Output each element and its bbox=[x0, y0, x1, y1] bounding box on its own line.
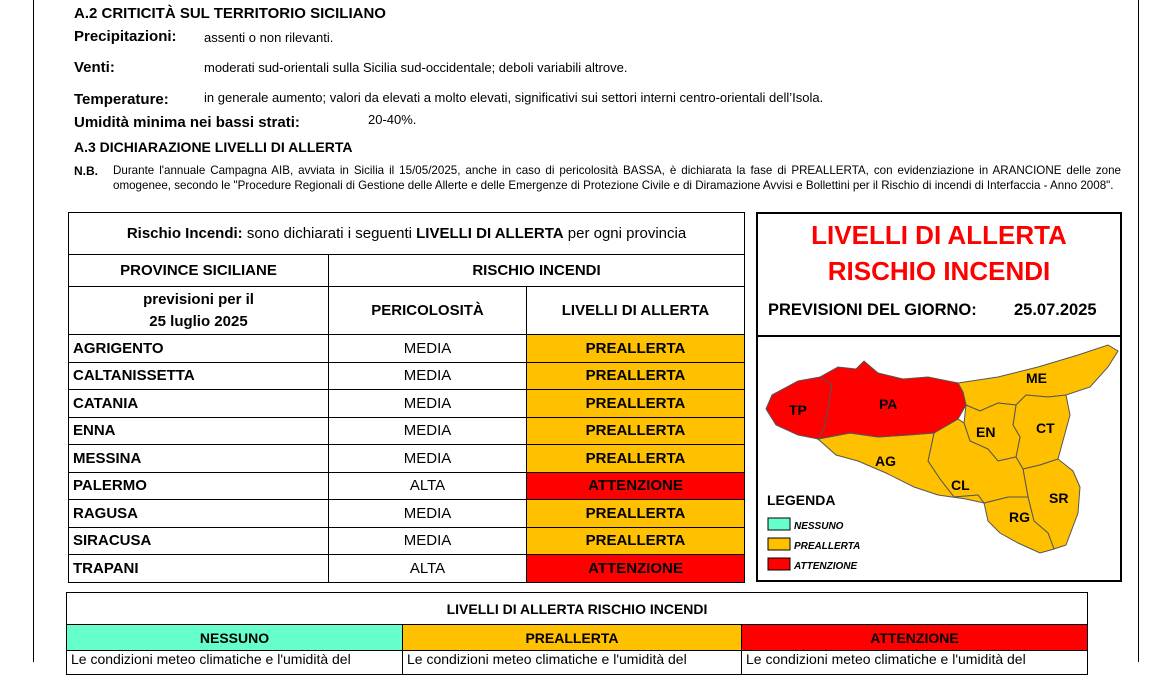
province-alert-level: ATTENZIONE bbox=[527, 472, 745, 500]
forecast-date: 25.07.2025 bbox=[1014, 301, 1097, 319]
section-a3-title: A.3 DICHIARAZIONE LIVELLI DI ALLERTA bbox=[74, 139, 353, 155]
map-label-sr: SR bbox=[1049, 490, 1069, 506]
map-label-ag: AG bbox=[875, 453, 896, 469]
province-name: RAGUSA bbox=[69, 500, 329, 528]
province-alert-level: PREALLERTA bbox=[527, 417, 745, 445]
legend-col-nessuno: NESSUNO bbox=[67, 625, 403, 651]
table-row bbox=[69, 362, 745, 390]
alert-panel-header bbox=[758, 214, 1120, 337]
province-danger: MEDIA bbox=[329, 390, 527, 418]
legend-col-attenzione: ATTENZIONE bbox=[742, 625, 1088, 651]
map-label-me: ME bbox=[1026, 370, 1047, 386]
legend-swatch-attenzione bbox=[768, 558, 790, 570]
province-danger: ALTA bbox=[329, 555, 527, 583]
legend-title: LEGENDA bbox=[767, 492, 836, 508]
venti-label: Venti: bbox=[74, 59, 115, 76]
section-a2-title: A.2 CRITICITÀ SUL TERRITORIO SICILIANO bbox=[74, 5, 386, 22]
intro-text: sono dichiarati i seguenti bbox=[242, 225, 417, 242]
legend-desc-preallerta: Le condizioni meteo climatiche e l'umidità del bbox=[403, 651, 742, 675]
legend-desc-nessuno: Le condizioni meteo climatiche e l'umidità del bbox=[67, 651, 403, 675]
forecast-line2: 25 luglio 2025 bbox=[149, 312, 248, 330]
precipitazioni-value: assenti o non rilevanti. bbox=[204, 30, 334, 45]
table-row bbox=[69, 555, 745, 583]
table-row bbox=[69, 390, 745, 418]
province-alert-table bbox=[68, 212, 745, 583]
province-danger: MEDIA bbox=[329, 417, 527, 445]
legend-label-attenzione: ATTENZIONE bbox=[794, 561, 858, 572]
forecast-cell bbox=[69, 287, 329, 335]
province-name: MESSINA bbox=[69, 445, 329, 473]
intro-bold: Rischio Incendi: bbox=[126, 225, 243, 242]
page-border-right bbox=[1138, 0, 1139, 662]
legend-label-nessuno: NESSUNO bbox=[794, 521, 844, 532]
umidita-value: 20-40%. bbox=[368, 112, 417, 127]
map-label-pa: PA bbox=[879, 396, 898, 412]
table-row bbox=[69, 417, 745, 445]
col-level-header: LIVELLI DI ALLERTA bbox=[527, 287, 745, 335]
table-row bbox=[69, 527, 745, 555]
forecast-line1: previsioni per il bbox=[143, 290, 254, 308]
table-row bbox=[69, 472, 745, 500]
province-danger: MEDIA bbox=[329, 335, 527, 363]
legend-table-title: LIVELLI DI ALLERTA RISCHIO INCENDI bbox=[67, 593, 1088, 625]
nb-text: Durante l'annuale Campagna AIB, avviata in Sicilia il 15/05/2025, anche in caso di pericolosità BASSA, è dichiarata la fase di PREALLERTA, con evidenziazione in ARANCIONE delle zone omogenee, secondo le "Procedure Regionali di Gestione delle Allerte e delle Emergenze di Protezione Civile e di Diramazione Avvisi e Bollettini per il Rischio di incendi di Interfaccia - Anno 2008". bbox=[113, 164, 1121, 192]
legend-swatch-nessuno bbox=[768, 518, 790, 530]
map-label-cl: CL bbox=[951, 477, 970, 493]
province-name: ENNA bbox=[69, 417, 329, 445]
table-row bbox=[69, 445, 745, 473]
province-danger: MEDIA bbox=[329, 362, 527, 390]
map-label-rg: RG bbox=[1009, 509, 1030, 525]
col-danger-header: PERICOLOSITÀ bbox=[329, 287, 527, 335]
legend-desc-attenzione: Le condizioni meteo climatiche e l'umidità del bbox=[742, 651, 1088, 675]
col-risk-header: RISCHIO INCENDI bbox=[329, 255, 745, 287]
map-label-ct: CT bbox=[1036, 420, 1055, 436]
province-alert-level: ATTENZIONE bbox=[527, 555, 745, 583]
province-name: CATANIA bbox=[69, 390, 329, 418]
map-label-en: EN bbox=[976, 424, 996, 440]
panel-title-line1: LIVELLI DI ALLERTA bbox=[811, 220, 1067, 250]
table-row bbox=[69, 500, 745, 528]
province-danger: ALTA bbox=[329, 472, 527, 500]
province-name: SIRACUSA bbox=[69, 527, 329, 555]
temperature-label: Temperature: bbox=[74, 91, 169, 108]
province-alert-level: PREALLERTA bbox=[527, 390, 745, 418]
panel-title-line2: RISCHIO INCENDI bbox=[827, 256, 1051, 286]
table-row bbox=[69, 335, 745, 363]
province-name: TRAPANI bbox=[69, 555, 329, 583]
table-intro bbox=[69, 213, 745, 255]
province-alert-level: PREALLERTA bbox=[527, 362, 745, 390]
alert-map-panel bbox=[756, 212, 1122, 582]
province-alert-level: PREALLERTA bbox=[527, 445, 745, 473]
province-danger: MEDIA bbox=[329, 445, 527, 473]
province-alert-level: PREALLERTA bbox=[527, 500, 745, 528]
map-label-tp: TP bbox=[789, 402, 807, 418]
umidita-label: Umidità minima nei bassi strati: bbox=[74, 114, 300, 131]
temperature-value: in generale aumento; valori da elevati a molto elevati, significativi sui settori interni centro-orientali dell’Isola. bbox=[204, 90, 824, 105]
intro-bold2: LIVELLI DI ALLERTA bbox=[416, 225, 564, 242]
legend-col-preallerta: PREALLERTA bbox=[403, 625, 742, 651]
intro-text2: per ogni provincia bbox=[563, 225, 687, 242]
alert-levels-legend-table bbox=[66, 592, 1088, 675]
venti-value: moderati sud-orientali sulla Sicilia sud-occidentale; deboli variabili altrove. bbox=[204, 60, 628, 75]
precipitazioni-label: Precipitazioni: bbox=[74, 28, 177, 45]
province-name: AGRIGENTO bbox=[69, 335, 329, 363]
forecast-label: PREVISIONI DEL GIORNO: bbox=[768, 301, 977, 319]
col-province-header: PROVINCE SICILIANE bbox=[69, 255, 329, 287]
legend-label-preallerta: PREALLERTA bbox=[794, 541, 861, 552]
province-alert-level: PREALLERTA bbox=[527, 335, 745, 363]
province-name: PALERMO bbox=[69, 472, 329, 500]
nb-label: N.B. bbox=[74, 164, 98, 178]
province-danger: MEDIA bbox=[329, 500, 527, 528]
province-name: CALTANISSETTA bbox=[69, 362, 329, 390]
legend-swatch-preallerta bbox=[768, 538, 790, 550]
province-alert-level: PREALLERTA bbox=[527, 527, 745, 555]
sicily-map bbox=[758, 337, 1120, 580]
province-danger: MEDIA bbox=[329, 527, 527, 555]
page-border-left bbox=[33, 0, 34, 662]
